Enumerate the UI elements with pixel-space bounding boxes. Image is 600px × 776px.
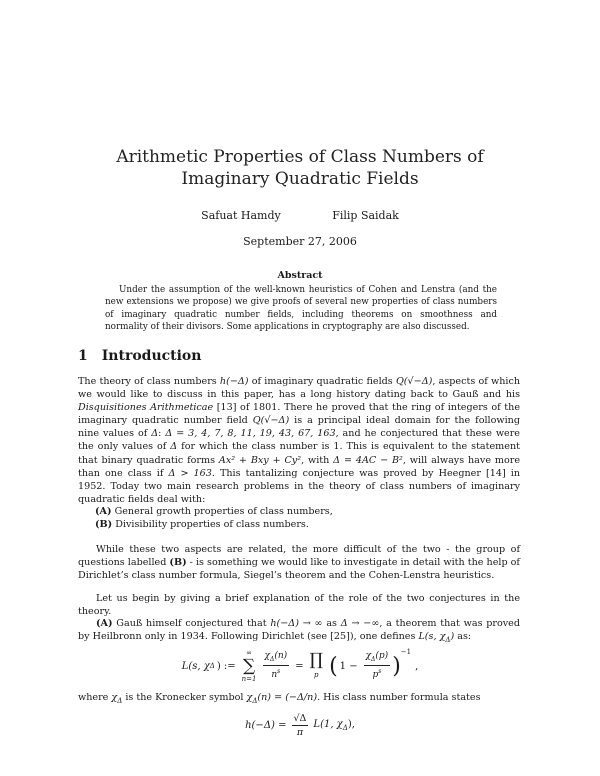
author-1: Safuat Hamdy	[201, 209, 281, 222]
paper-title-line-2: Imaginary Quadratic Fields	[181, 169, 419, 189]
paragraph-2: While these two aspects are related, the more difficult of the two - the group of questions labelled (B) - is something we would like to investigate in detail with the help of Dirichlet’s class number formula, Siegel’s theorem and the Cohen-Lenstra heuristics.	[78, 544, 520, 582]
research-problems-list	[95, 505, 515, 531]
paper-title-line-1: Arithmetic Properties of Class Numbers of	[116, 147, 484, 167]
list-item: (B) Divisibility properties of class numbers.	[95, 519, 309, 531]
publication-date: September 27, 2006	[243, 235, 357, 248]
section-title: Introduction	[101, 348, 202, 364]
paragraph-4: (A) Gauß himself conjectured that h(−Δ) → ∞ as Δ → −∞, a theorem that was proved by Heilbronn only in 1934. Following Dirichlet (see [25]), one defines L(s, $\chi_\Delta$) as:	[78, 618, 521, 644]
equation-l-function: L(s, χ Δ ) := ∞ ∑ n=1 $\frac{\chi_\Delta(n)}{n^s}$ = ∏ p ( 1 − $\frac{\chi_\Delta(p)}{p^s}$ ) $^{-1}$ ,	[181, 648, 419, 683]
section-heading	[78, 348, 201, 364]
paragraph-3: Let us begin by giving a brief explanation of the role of the two conjectures in the theory.	[78, 593, 520, 618]
intro-paragraph: The theory of class numbers h(−Δ) of imaginary quadratic fields Q(√−Δ), aspects of which we would like to discuss in this paper, has a long history dating back to Gauß and his Disquisitiones Arithmeticae [13] of 1801. There he proved that the ring of integers of the imaginary quadratic number field Q(√−Δ) is a principal ideal domain for the following nine values of Δ: Δ = 3, 4, 7, 8, 11, 19, 43, 67, 163, and he conjectured that these were the only values of Δ for which the class number is 1. This is equivalent to the statement that binary quadratic forms Ax² + Bxy + Cy², with Δ = 4AC − B², will always have more than one class if Δ > 163. This tantalizing conjecture was proved by Heegner [14] in 1952. Today two main research problems in the theory of class numbers of imaginary quadratic fields deal with:	[78, 376, 521, 505]
section-number: 1	[78, 348, 88, 364]
equation-class-number-formula: h(−Δ) = $\frac{√\Delta}{\pi}$ L(1, $\chi_\Delta$),	[245, 713, 355, 738]
book-title: Disquisitiones Arithmeticae	[78, 402, 214, 414]
list-item: (A) General growth properties of class numbers,	[95, 506, 333, 517]
paragraph-5: where $\chi_\Delta$ is the Kronecker symbol $\chi_\Delta(n) = (-\Delta/n)$. His class number formula states	[78, 692, 481, 705]
abstract-text: Under the assumption of the well-known heuristics of Cohen and Lenstra (and the new extensions we propose) we give proofs of several new properties of class numbers of imaginary quadratic number fields, including theorems on smoothness and normality of their divisors. Some applications in cryptography are also discussed.	[105, 285, 497, 333]
abstract-heading: Abstract	[277, 270, 323, 281]
authors	[0, 209, 600, 222]
author-2: Filip Saidak	[332, 209, 399, 222]
